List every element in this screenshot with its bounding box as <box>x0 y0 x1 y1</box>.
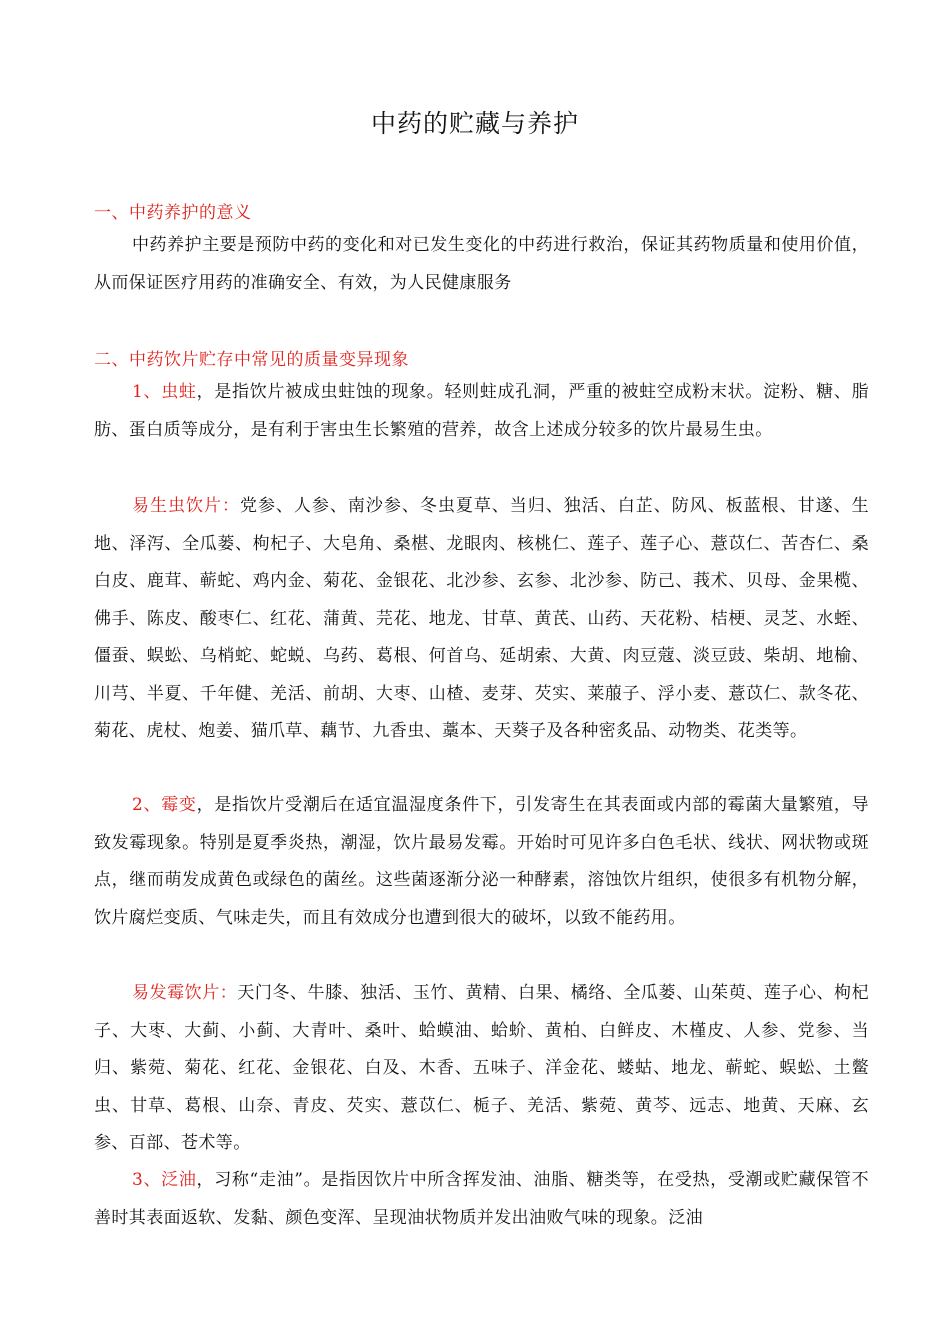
section-2-heading: 二、中药饮片贮存中常见的质量变异现象 <box>94 350 409 370</box>
item-1-body: ，是指饮片被成虫蛀蚀的现象。轻则蛀成孔洞，严重的被蛀空成粉末状。淀粉、糖、脂肪、蛋白质等成分，是有利于害虫生长繁殖的营养，故含上述成分较多的饮片最易生虫。 <box>94 382 869 440</box>
list-1-body: 党参、人参、南沙参、冬虫夏草、当归、独活、白芷、防风、板蓝根、甘遂、生地、泽泻、全瓜蒌、枸杞子、大皂角、桑椹、龙眼肉、核桃仁、莲子、莲子心、薏苡仁、苦杏仁、桑白皮、鹿茸、蕲蛇、鸡内金、菊花、金银花、北沙参、玄参、北沙参、防己、莪术、贝母、金果榄、佛手、陈皮、酸枣仁、红花、蒲黄、芫花、地龙、甘草、黄芪、山药、天花粉、桔梗、灵芝、水蛭、僵蚕、蜈蚣、乌梢蛇、蛇蜕、乌药、葛根、何首乌、延胡索、大黄、肉豆蔻、淡豆豉、柴胡、地榆、川芎、半夏、千年健、羌活、前胡、大枣、山楂、麦芽、芡实、莱菔子、浮小麦、薏苡仁、款冬花、菊花、虎杖、炮姜、猫爪草、藕节、九香虫、藁本、天葵子及各种密炙品、动物类、花类等。 <box>94 496 870 741</box>
item-3-body: ，习称“走油”。是指因饮片中所含挥发油、油脂、糖类等，在受热，受潮或贮藏保管不善时其表面返软、发黏、颜色变浑、呈现油状物质并发出油败气味的现象。泛油 <box>94 1170 870 1228</box>
item-1-paragraph <box>94 374 869 449</box>
section-1-heading: 一、中药养护的意义 <box>94 203 252 223</box>
item-2-paragraph <box>94 787 869 937</box>
item-3-paragraph <box>94 1162 869 1237</box>
list-1-label: 易生虫饮片： <box>132 496 240 516</box>
item-1-label: 1、虫蛀 <box>132 382 197 402</box>
item-3-label: 3、泛油 <box>132 1170 197 1190</box>
list-2-body: 天门冬、牛膝、独活、玉竹、黄精、白果、橘络、全瓜蒌、山茱萸、莲子心、枸杞子、大枣、大蓟、小蓟、大青叶、桑叶、蛤蟆油、蛤蚧、黄柏、白鲜皮、木槿皮、人参、党参、当归、紫菀、菊花、红花、金银花、白及、木香、五味子、洋金花、蝼蛄、地龙、蕲蛇、蜈蚣、土鳖虫、甘草、葛根、山奈、青皮、芡实、薏苡仁、栀子、羌活、紫菀、黄芩、远志、地黄、天麻、玄参、百部、苍术等。 <box>94 983 869 1153</box>
section-1-paragraph <box>94 227 869 302</box>
item-2-label: 2、霉变 <box>132 795 197 815</box>
document-title: 中药的贮藏与养护 <box>370 109 579 138</box>
item-2-body: ，是指饮片受潮后在适宜温湿度条件下，引发寄生在其表面或内部的霉菌大量繁殖，导致发霉现象。特别是夏季炎热，潮湿，饮片最易发霉。开始时可见许多白色毛状、线状、网状物或斑点，继而萌发成黄色或绿色的菌丝。这些菌逐渐分泌一种酵素，溶蚀饮片组织，使很多有机物分解，饮片腐烂变质、气味走失，而且有效成分也遭到很大的破坏，以致不能药用。 <box>94 795 869 928</box>
section-1-body: 中药养护主要是预防中药的变化和对已发生变化的中药进行救治，保证其药物质量和使用价值，从而保证医疗用药的准确安全、有效，为人民健康服务 <box>94 235 869 293</box>
list-1-paragraph <box>94 488 869 751</box>
list-2-label: 易发霉饮片： <box>132 983 238 1003</box>
list-2-paragraph <box>94 975 869 1163</box>
